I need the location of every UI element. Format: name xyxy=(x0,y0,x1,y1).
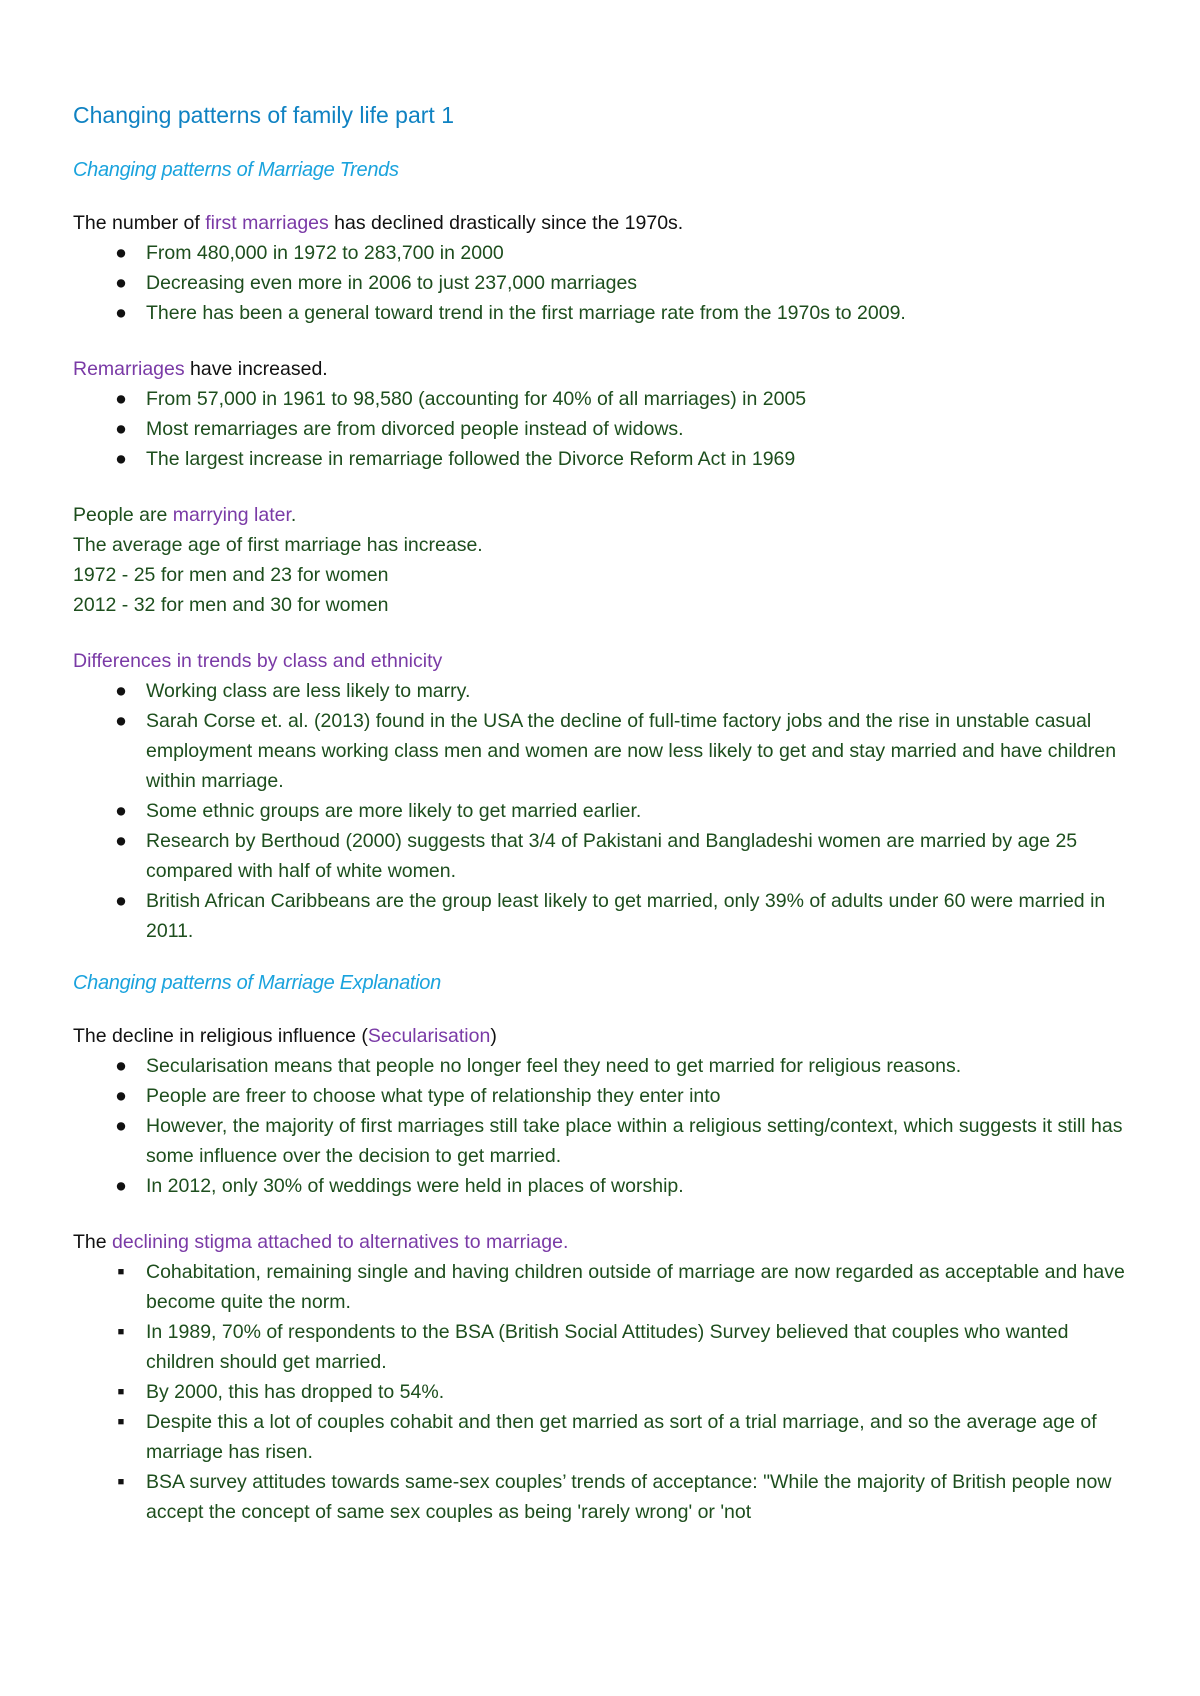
list-item xyxy=(73,1257,1140,1317)
list-item-text: From 480,000 in 1972 to 283,700 in 2000 xyxy=(146,242,504,264)
religion-list xyxy=(73,1051,1140,1201)
highlight-remarriages: Remarriages xyxy=(73,358,185,380)
list-item-text: BSA survey attitudes towards same-sex couples’ trends of acceptance: "While the majority of British people now accept the concept of same sex couples as being 'rarely wrong' or 'not xyxy=(146,1471,1112,1523)
section-heading-trends: Changing patterns of Marriage Trends xyxy=(73,159,399,181)
list-item-text: Decreasing even more in 2006 to just 237,000 marriages xyxy=(146,272,638,294)
list-item-text: Some ethnic groups are more likely to get married earlier. xyxy=(146,800,642,822)
section-heading-explanation: Changing patterns of Marriage Explanation xyxy=(73,972,441,994)
stigma-intro xyxy=(73,1227,1140,1257)
highlight-declining-stigma: declining stigma attached to alternatives to marriage. xyxy=(112,1231,569,1253)
bullet-icon: ● xyxy=(115,830,127,852)
list-item xyxy=(73,1407,1140,1467)
bullet-icon: ● xyxy=(115,272,127,294)
differences-heading: Differences in trends by class and ethnicity xyxy=(73,650,443,672)
bullet-icon: ● xyxy=(115,1055,127,1077)
list-item xyxy=(73,1317,1140,1377)
list-item-text: People are freer to choose what type of relationship they enter into xyxy=(146,1085,721,1107)
list-item-text: Research by Berthoud (2000) suggests that 3/4 of Pakistani and Bangladeshi women are married by age 25 compared with half of white women. xyxy=(146,830,1078,882)
list-item-text: Working class are less likely to marry. xyxy=(146,680,471,702)
document-title: Changing patterns of family life part 1 xyxy=(73,102,454,128)
list-item xyxy=(73,1377,1140,1407)
list-item xyxy=(73,414,1140,444)
bullet-icon: ● xyxy=(115,1175,127,1197)
list-item xyxy=(73,826,1140,886)
intro-text: ) xyxy=(490,1025,497,1047)
remarriages-intro xyxy=(73,354,1140,384)
list-item xyxy=(73,384,1140,414)
list-item-text: Cohabitation, remaining single and having children outside of marriage are now regarded as acceptable and have become quite the norm. xyxy=(146,1261,1125,1313)
stigma-list xyxy=(73,1257,1140,1527)
marrying-later-line: The average age of first marriage has increase. xyxy=(73,534,483,556)
bullet-icon: ● xyxy=(115,1115,127,1137)
intro-text: The number of xyxy=(73,212,206,234)
list-item-text: By 2000, this has dropped to 54%. xyxy=(146,1381,445,1403)
square-bullet-icon: ■ xyxy=(117,1476,125,1488)
religion-intro xyxy=(73,1021,1140,1051)
square-bullet-icon: ■ xyxy=(117,1266,125,1278)
marrying-later-line: 1972 - 25 for men and 23 for women xyxy=(73,564,389,586)
remarriages-list xyxy=(73,384,1140,474)
intro-text: The xyxy=(73,1231,113,1253)
list-item xyxy=(73,796,1140,826)
intro-text: The decline in religious influence ( xyxy=(73,1025,368,1047)
list-item xyxy=(73,298,1140,328)
list-item xyxy=(73,706,1140,796)
bullet-icon: ● xyxy=(115,418,127,440)
bullet-icon: ● xyxy=(115,1085,127,1107)
list-item xyxy=(73,1051,1140,1081)
list-item xyxy=(73,268,1140,298)
list-item-text: British African Caribbeans are the group least likely to get married, only 39% of adults under 60 were married in 2011. xyxy=(146,890,1106,942)
list-item xyxy=(73,1467,1140,1527)
first-marriages-list xyxy=(73,238,1140,328)
bullet-icon: ● xyxy=(115,388,127,410)
list-item-text: Despite this a lot of couples cohabit and then get married as sort of a trial marriage, and so the average age of marriage has risen. xyxy=(146,1411,1097,1463)
list-item-text: However, the majority of first marriages still take place within a religious setting/context, which suggests it still has some influence over the decision to get married. xyxy=(146,1115,1123,1167)
bullet-icon: ● xyxy=(115,680,127,702)
bullet-icon: ● xyxy=(115,710,127,732)
square-bullet-icon: ■ xyxy=(117,1326,125,1338)
bullet-icon: ● xyxy=(115,242,127,264)
list-item-text: The largest increase in remarriage followed the Divorce Reform Act in 1969 xyxy=(146,448,796,470)
marrying-later-intro xyxy=(73,500,1140,530)
list-item xyxy=(73,676,1140,706)
list-item-text: Sarah Corse et. al. (2013) found in the USA the decline of full-time factory jobs and the rise in unstable casual employment means working class men and women are now less likely to get and stay married and have children within marriage. xyxy=(146,710,1117,792)
list-item xyxy=(73,238,1140,268)
highlight-marrying-later: marrying later xyxy=(172,504,291,526)
bullet-icon: ● xyxy=(115,800,127,822)
list-item-text: Secularisation means that people no longer feel they need to get married for religious reasons. xyxy=(146,1055,962,1077)
bullet-icon: ● xyxy=(115,890,127,912)
marrying-later-line: 2012 - 32 for men and 30 for women xyxy=(73,594,389,616)
highlight-first-marriages: first marriages xyxy=(205,212,329,234)
intro-text: . xyxy=(290,504,297,526)
square-bullet-icon: ■ xyxy=(117,1416,125,1428)
list-item xyxy=(73,1111,1140,1171)
intro-text: has declined drastically since the 1970s. xyxy=(328,212,684,234)
list-item xyxy=(73,444,1140,474)
list-item xyxy=(73,886,1140,946)
list-item xyxy=(73,1081,1140,1111)
first-marriages-intro xyxy=(73,208,1140,238)
bullet-icon: ● xyxy=(115,448,127,470)
list-item-text: In 1989, 70% of respondents to the BSA (British Social Attitudes) Survey believed that couples who wanted children should get married. xyxy=(146,1321,1069,1373)
list-item xyxy=(73,1171,1140,1201)
list-item-text: There has been a general toward trend in the first marriage rate from the 1970s to 2009. xyxy=(146,302,906,324)
list-item-text: Most remarriages are from divorced people instead of widows. xyxy=(146,418,684,440)
highlight-secularisation: Secularisation xyxy=(367,1025,491,1047)
square-bullet-icon: ■ xyxy=(117,1386,125,1398)
bullet-icon: ● xyxy=(115,302,127,324)
intro-text: People are xyxy=(73,504,173,526)
list-item-text: In 2012, only 30% of weddings were held in places of worship. xyxy=(146,1175,684,1197)
differences-list xyxy=(73,676,1140,946)
intro-text: have increased. xyxy=(184,358,328,380)
list-item-text: From 57,000 in 1961 to 98,580 (accounting for 40% of all marriages) in 2005 xyxy=(146,388,807,410)
